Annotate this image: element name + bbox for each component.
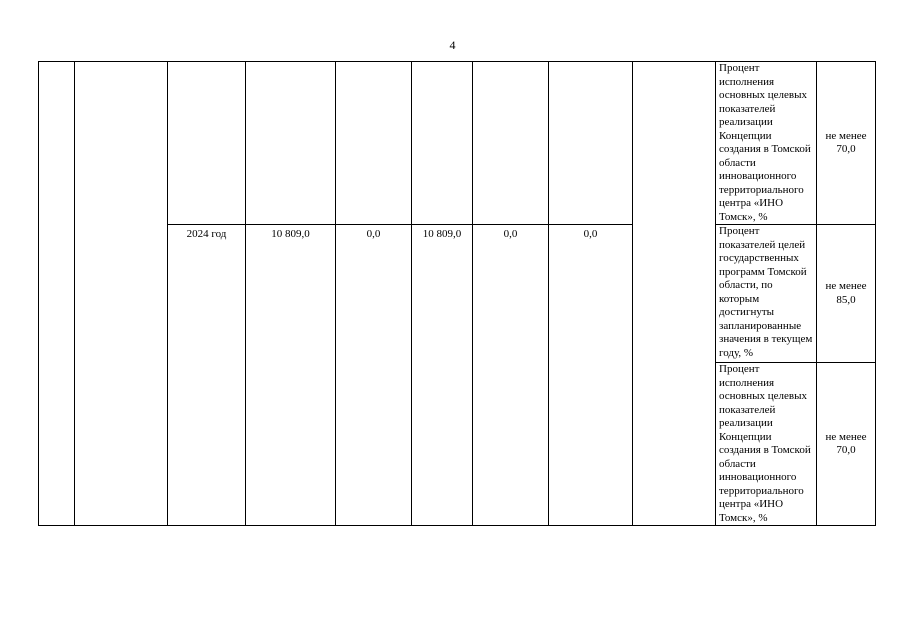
indicator-value xyxy=(817,62,876,225)
indicator-value-prefix: не менее xyxy=(825,280,867,292)
indicator-value-number: 70,0 xyxy=(836,444,856,456)
cell-extra: 0,0 xyxy=(549,225,633,526)
cell-local: 0,0 xyxy=(473,225,549,526)
cell-number xyxy=(39,62,75,526)
budget-table xyxy=(38,61,876,526)
indicator-value-number: 70,0 xyxy=(836,143,856,155)
cell-task xyxy=(75,62,168,526)
cell-total: 10 809,0 xyxy=(246,225,336,526)
indicator-value-prefix: не менее xyxy=(825,129,867,142)
cell-empty xyxy=(336,62,412,225)
indicator-name: Процент исполнения основных целевых показателей реализации Концепции создания в Томской области инновационного территориального центра «ИНО Томск», % xyxy=(716,363,817,526)
indicator-value xyxy=(817,363,876,526)
cell-empty xyxy=(549,62,633,225)
cell-federal: 0,0 xyxy=(336,225,412,526)
indicator-name: Процент показателей целей государственных программ Томской области, по которым достигнуты запланированные значения в текущем году, % xyxy=(716,225,817,363)
indicator-name: Процент исполнения основных целевых показателей реализации Концепции создания в Томской области инновационного территориального центра «ИНО Томск», % xyxy=(716,62,817,225)
cell-empty xyxy=(412,62,473,225)
cell-empty xyxy=(246,62,336,225)
cell-regional: 10 809,0 xyxy=(412,225,473,526)
cell-year: 2024 год xyxy=(168,225,246,526)
indicator-value xyxy=(817,225,876,363)
cell-executor xyxy=(633,62,716,526)
indicator-value-prefix: не менее xyxy=(825,430,867,443)
table-row xyxy=(39,62,876,225)
page-number: 4 xyxy=(449,38,456,52)
indicator-value-number: 85,0 xyxy=(836,293,856,306)
cell-empty xyxy=(473,62,549,225)
cell-empty xyxy=(168,62,246,225)
